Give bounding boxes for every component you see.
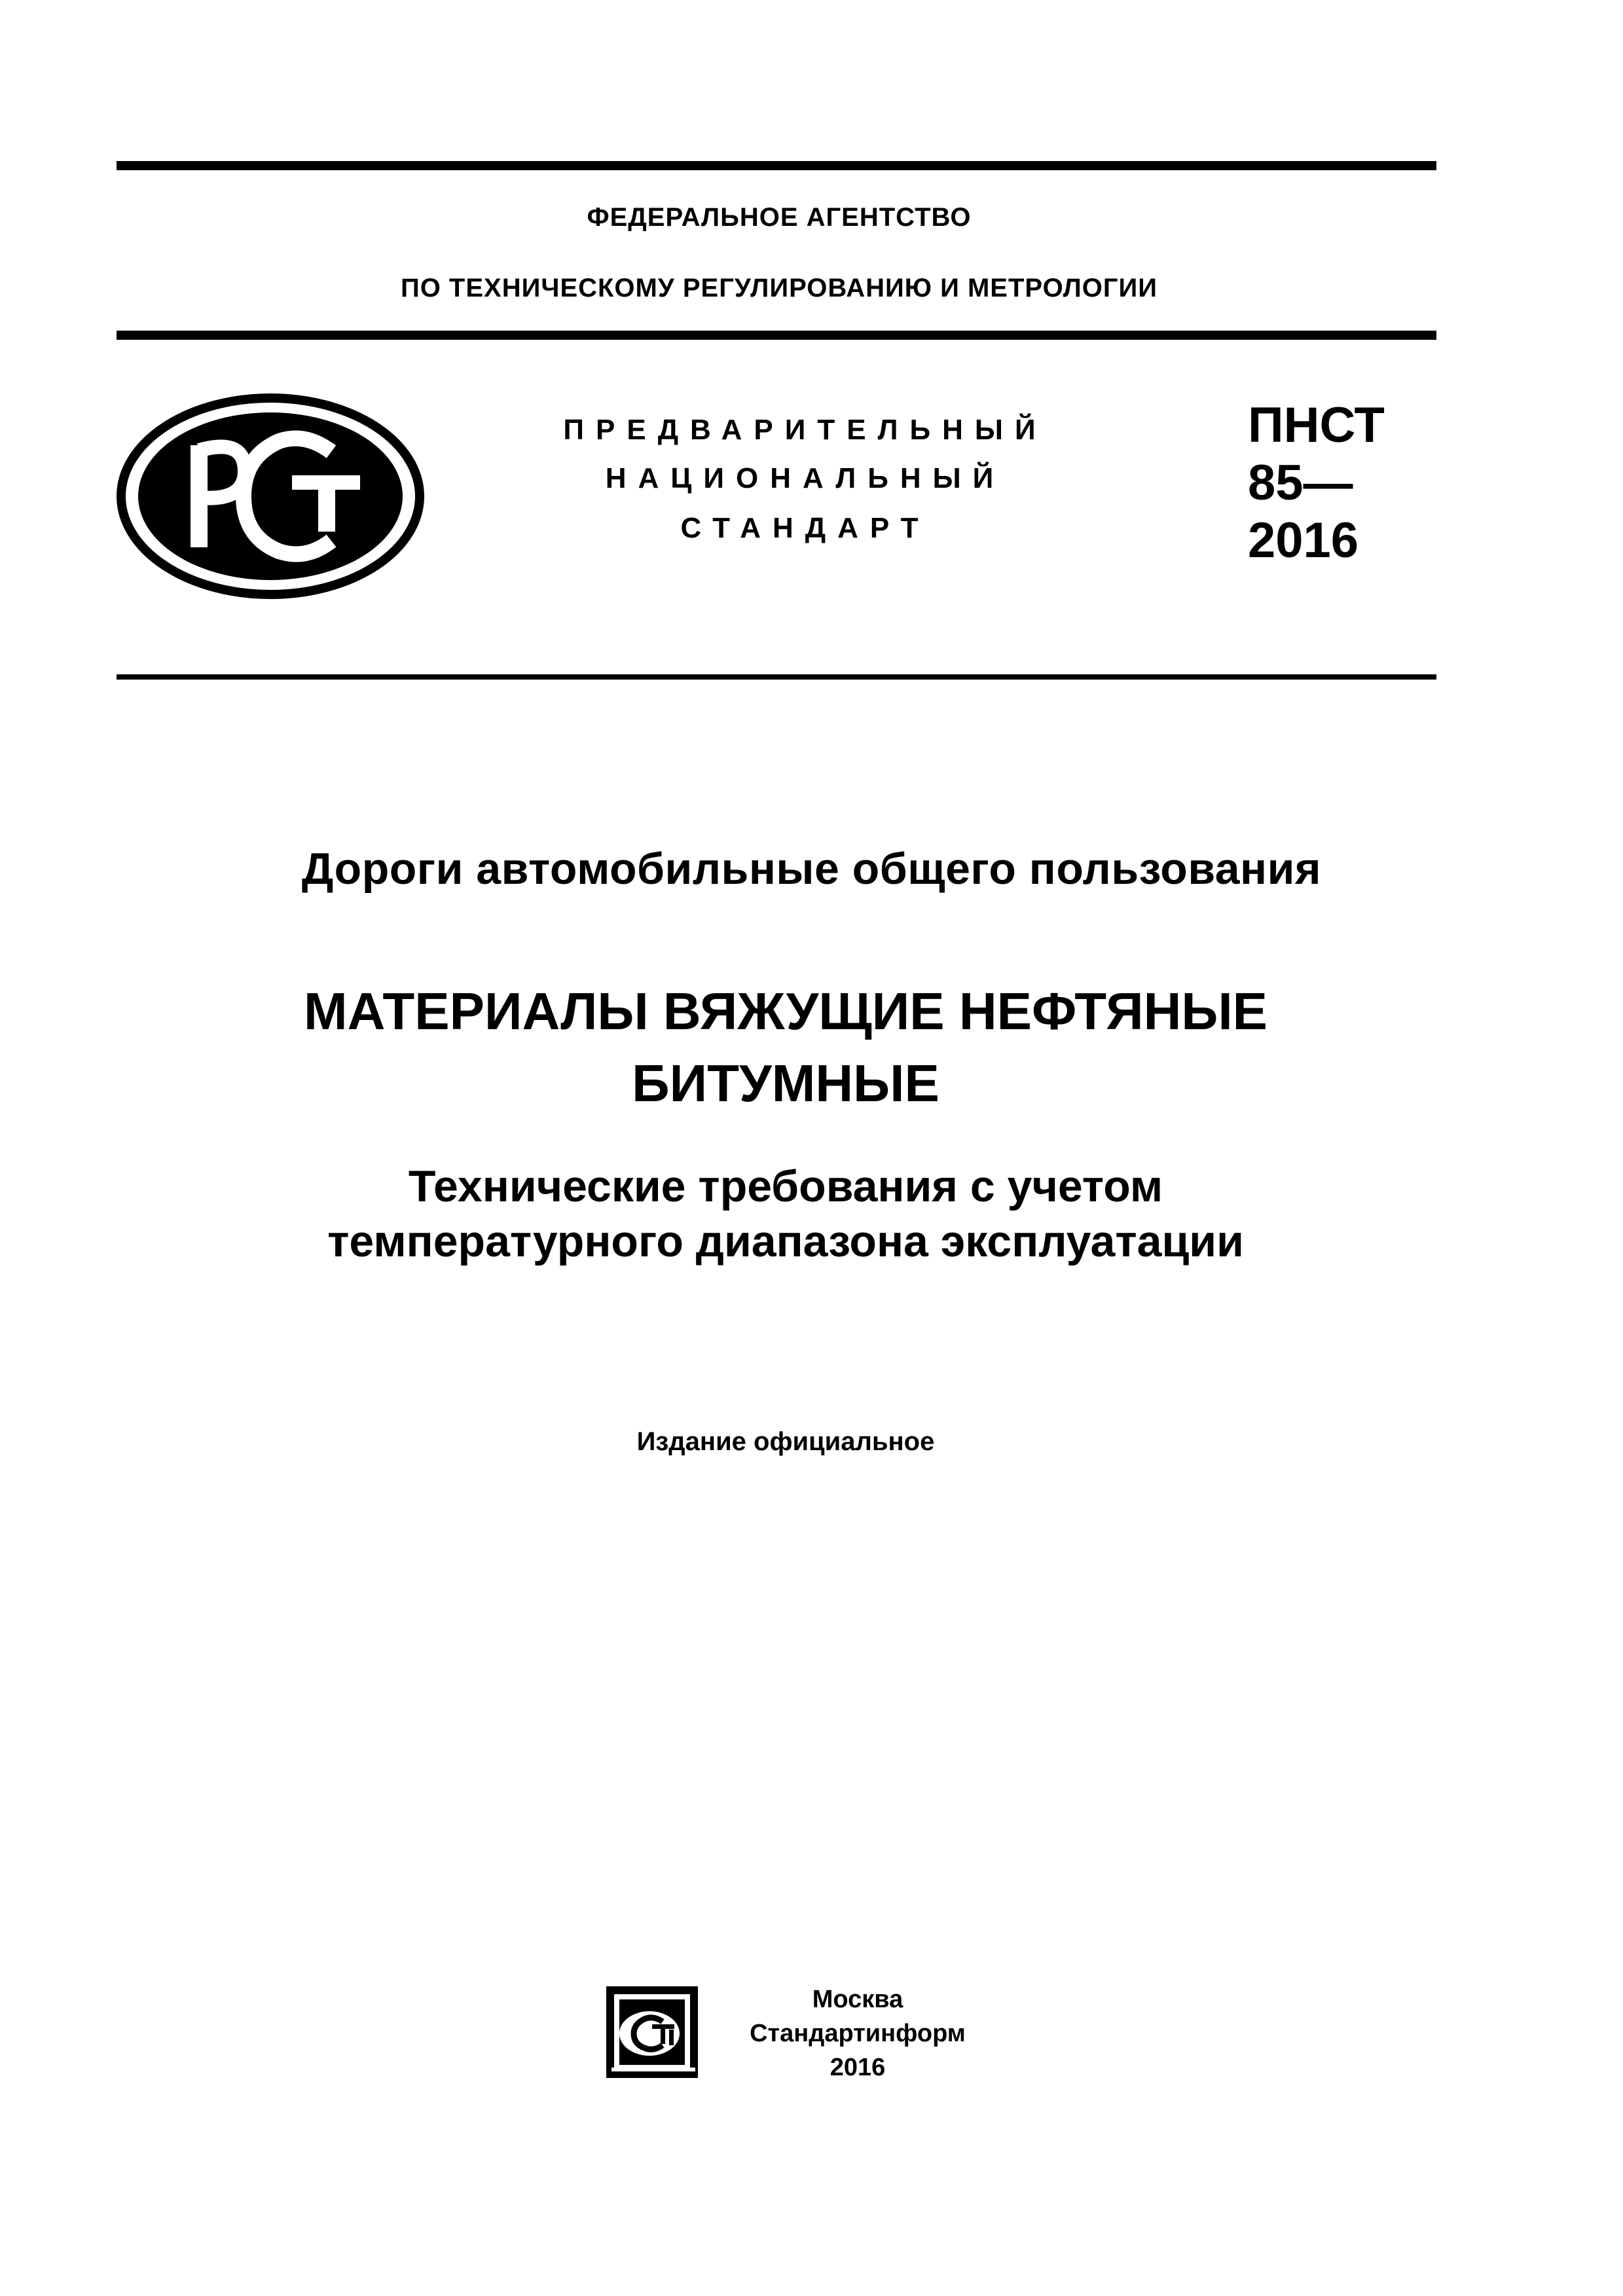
publisher-block [720, 1982, 995, 2085]
title-block-rule [117, 674, 1436, 680]
standard-number-year: 2016 [1248, 513, 1359, 568]
publisher-city: Москва [812, 1986, 903, 2013]
publisher-name: Стандартинформ [750, 2020, 966, 2047]
standard-type-line1: ПРЕДВАРИТЕЛЬНЫЙ [563, 414, 1048, 446]
header-bottom-rule [117, 331, 1436, 340]
standard-number-code: 85— [1248, 455, 1353, 511]
subtitle-line2: температурного диапазона эксплуатации [327, 1216, 1244, 1266]
standard-type-line3: СТАНДАРТ [680, 512, 930, 544]
standard-number-prefix: ПНСТ [1248, 397, 1385, 453]
main-title-line2: БИТУМНЫЕ [632, 1054, 939, 1112]
edition-label: Издание официальное [636, 1427, 935, 1456]
standard-type-line2: НАЦИОНАЛЬНЫЙ [605, 462, 1006, 494]
standartinform-logo-icon [602, 1984, 701, 2082]
document-subject: Дороги автомобильные общего пользования [301, 844, 1322, 894]
document-main-title [0, 975, 1571, 1120]
agency-name-line2: ПО ТЕХНИЧЕСКОМУ РЕГУЛИРОВАНИЮ И МЕТРОЛОГИИ [400, 274, 1158, 302]
main-title-line1: МАТЕРИАЛЫ ВЯЖУЩИЕ НЕФТЯНЫЕ [303, 982, 1268, 1040]
top-rule [117, 161, 1436, 170]
rst-logo-icon [115, 392, 426, 601]
subtitle-line1: Технические требования с учетом [408, 1161, 1163, 1211]
document-subtitle [0, 1159, 1571, 1269]
publisher-year: 2016 [830, 2054, 886, 2081]
agency-name-line1: ФЕДЕРАЛЬНОЕ АГЕНТСТВО [587, 203, 972, 232]
